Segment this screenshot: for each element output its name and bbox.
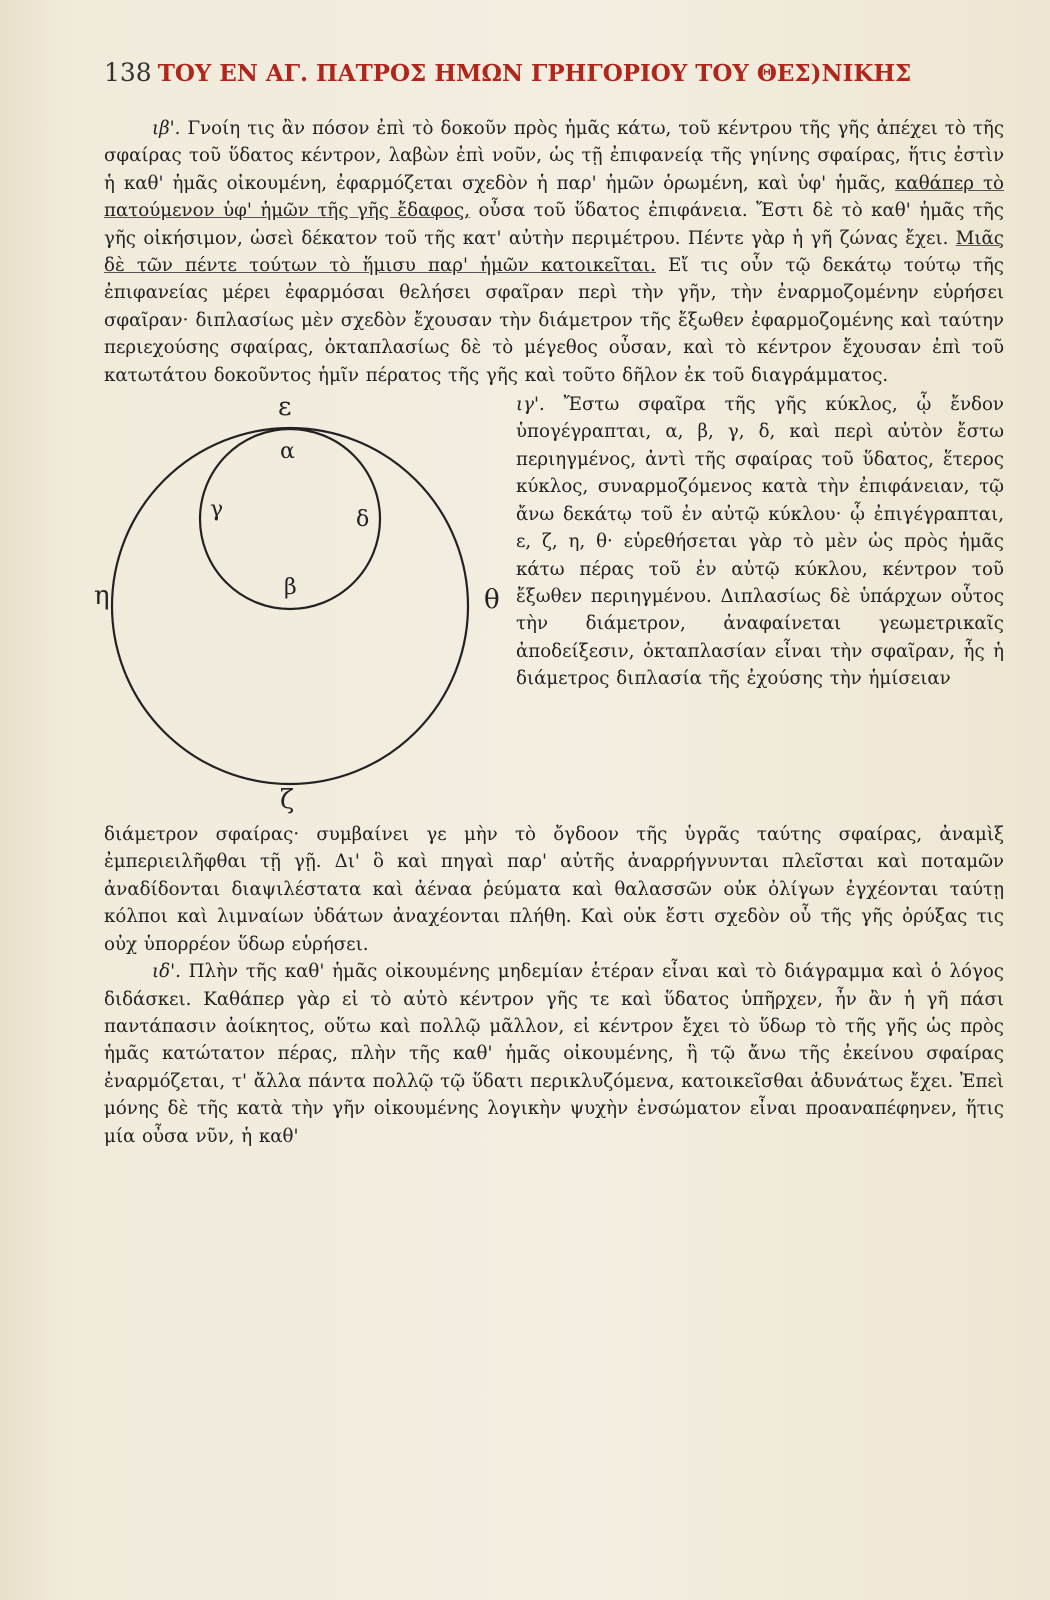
underlined-text: καθάπερ τὸ πατούμενον ὑφ' ἡμῶν τῆς γῆς ἔδαφος, — [104, 172, 1004, 222]
paragraph-text: Γνοίη τις ἂν πόσον ἐπὶ τὸ δοκοῦν πρὸς ἡμᾶς κάτω, τοῦ κέντρου τῆς γῆς ἀπέχει τὸ τῆς σφαίρας τοῦ ὕδατος κέντρον, λαβὼν ἐπὶ νοῦν, ὡς τῇ ἐπιφανείᾳ τῆς γηίνης σφαίρας, ἥτις ἐστὶν ἡ καθ' ἡμᾶς οἰκουμένη, ἐφαρμόζεται σχεδὸν ἡ παρ' ἡμῶν ὁρωμένη, καὶ ὑφ' ἡμᾶς, — [104, 118, 1004, 194]
diagram-drawing — [98, 391, 508, 821]
label-delta: δ — [356, 507, 370, 533]
paragraph-14 — [104, 958, 1004, 1150]
label-zeta: ζ — [280, 785, 295, 816]
section-number: ιβ'. — [152, 118, 181, 139]
paragraph-12 — [104, 115, 1004, 389]
underlined-text: Μιᾶς δὲ τῶν πέντε τούτων τὸ ἥμισυ παρ' ἡμῶν κατοικεῖται. — [104, 227, 1004, 277]
label-beta: β — [284, 575, 297, 601]
paragraph-text: Ἔστω σφαῖρα τῆς γῆς κύκλος, ᾧ ἔνδον ὑπογέγραπται, α, β, γ, δ, καὶ περὶ αὐτὸν ἔστω περιηγμένος, ἀντὶ τῆς σφαίρας τοῦ ὕδατος, ἕτερος κύκλος, συναρμοζόμενος κατὰ τὴν ἐπιφάνειαν, τῷ ἄνω δεκάτῳ τοῦ ἐν αὐτῷ κύκλου· ᾧ ἐπιγέγραπται, ε, ζ, η, θ· εὑρεθήσεται γὰρ τὸ μὲν ὡς πρὸς ἡμᾶς κάτω πέρας τοῦ ἐν αὐτῷ κύκλου, κέντρον τοῦ ἔξωθεν περιηγμένου. Διπλασίως δὲ ὑπάρχων οὗτος τὴν διάμετρον, ἀναφαίνεται γεωμετρικαῖς ἀποδείξεσιν, ὀκταπλασίαν εἶναι τὴν σφαῖραν, ἧς ἡ διάμετρος διπλασία τῆς ἐχούσης τὴν ἡμίσειαν — [516, 394, 1004, 690]
section-number: ιδ'. — [152, 961, 181, 983]
label-alpha: α — [280, 439, 295, 465]
figure-section — [94, 391, 1004, 821]
label-epsilon: ε — [278, 392, 292, 423]
paragraph-13-side — [508, 391, 1004, 692]
running-header — [104, 58, 1004, 87]
running-title: ΤΟΥ ΕΝ ΑΓ. ΠΑΤΡΟΣ ΗΜΩΝ ΓΡΗΓΟΡΙΟΥ ΤΟΥ ΘΕΣ)ΝΙΚΗΣ — [157, 60, 912, 87]
paragraph-13-continued: διάμετρον σφαίρας· συμβαίνει γε μὴν τὸ ὄγδοον τῆς ὑγρᾶς ταύτης σφαίρας, ἀναμὶξ ἐμπεριειλῆφθαι τῇ γῇ. Δι' ὃ καὶ πηγαὶ παρ' αὐτῆς ἀναρρήγνυνται πλεῖσται καὶ ποταμῶν ἀναδίδονται διαψιλέστατα καὶ ἀέναα ῥεύματα καὶ θαλασσῶν οὐκ ὀλίγων ἐγχέονται ταύτῃ κόλποι καὶ λιμναίων ὑδάτων ἀναχέονται πλήθη. Καὶ οὐκ ἔστι σχεδὸν οὗ τῆς γῆς ὀρύξας τις οὐχ ὑπορρέον ὕδωρ εὑρήσει. — [104, 824, 1004, 955]
paragraph-text: οὖσα τοῦ ὕδατος ἐπιφάνεια. Ἔστι δὲ τὸ καθ' ἡμᾶς τῆς γῆς οἰκήσιμον, ὡσεὶ δέκατον τοῦ τῆς κατ' αὐτὴν περιμέτρου. Πέντε γὰρ ἡ γῆ ζώνας ἔχει. — [104, 200, 1004, 249]
circle-diagram — [94, 391, 508, 821]
paragraph-text: Εἴ τις οὖν τῷ δεκάτῳ τούτῳ τῆς ἐπιφανείας μέρει ἐφαρμόσαι θελήσει σφαῖραν περὶ τὴν γῆν, τὴν ἐναρμοζομένην εὑρήσει σφαῖραν· διπλασίως μὲν σχεδὸν ἔχουσαν τὴν διάμετρον τῆς ἔξωθεν ἐφαρμοζομένης καὶ ταύτην περιεχούσης σφαίρας, ὀκταπλασίως δὲ τὸ μέγεθος οὖσαν, καὶ τὸ κέντρον ἔχουσαν ἐπὶ τοῦ κατωτάτου δοκοῦντος ἡμῖν πέρατος τῆς γῆς καὶ τοῦτο δῆλον ἐκ τοῦ διαγράμματος. — [104, 255, 1004, 386]
page-number: 138 — [104, 58, 152, 87]
label-theta: θ — [484, 585, 500, 616]
paragraph-text: Πλὴν τῆς καθ' ἡμᾶς οἰκουμένης μηδεμίαν ἑτέραν εἶναι καὶ τὸ διάγραμμα καὶ ὁ λόγος διδάσκει. Καθάπερ γὰρ εἰ τὸ αὐτὸ κέντρον γῆς τε καὶ ὕδατος ὑπῆρχεν, ἦν ἂν ἡ γῆ πάσι παντάπασιν ἀοίκητος, οὕτω καὶ πολλῷ μᾶλλον, εἰ κέντρον ἔχει τὸ ὕδωρ τὸ τῆς γῆς ὡς πρὸς ἡμᾶς κατώτατον πέρας, πλὴν τῆς καθ' ἡμᾶς οἰκουμένης, ἣ τῷ ἄνω τῆς ἐκείνου σφαίρας ἐναρμόζεται, τ' ἄλλα πάντα πολλῷ τῷ ὕδατι περικλυζόμενα, κατοικεῖσθαι ἀδυνάτως ἔχει. Ἐπεὶ μόνης δὲ τῆς κατὰ τὴν γῆν οἰκουμένης λογικὴν ψυχὴν ἐνσώματον εἶναι προαναπέφηνεν, ἥτις μία οὖσα νῦν, ἡ καθ' — [104, 961, 1004, 1147]
section-number: ιγ'. — [516, 394, 545, 416]
label-gamma: γ — [210, 497, 224, 523]
label-eta: η — [94, 581, 110, 612]
outer-circle — [112, 428, 468, 784]
